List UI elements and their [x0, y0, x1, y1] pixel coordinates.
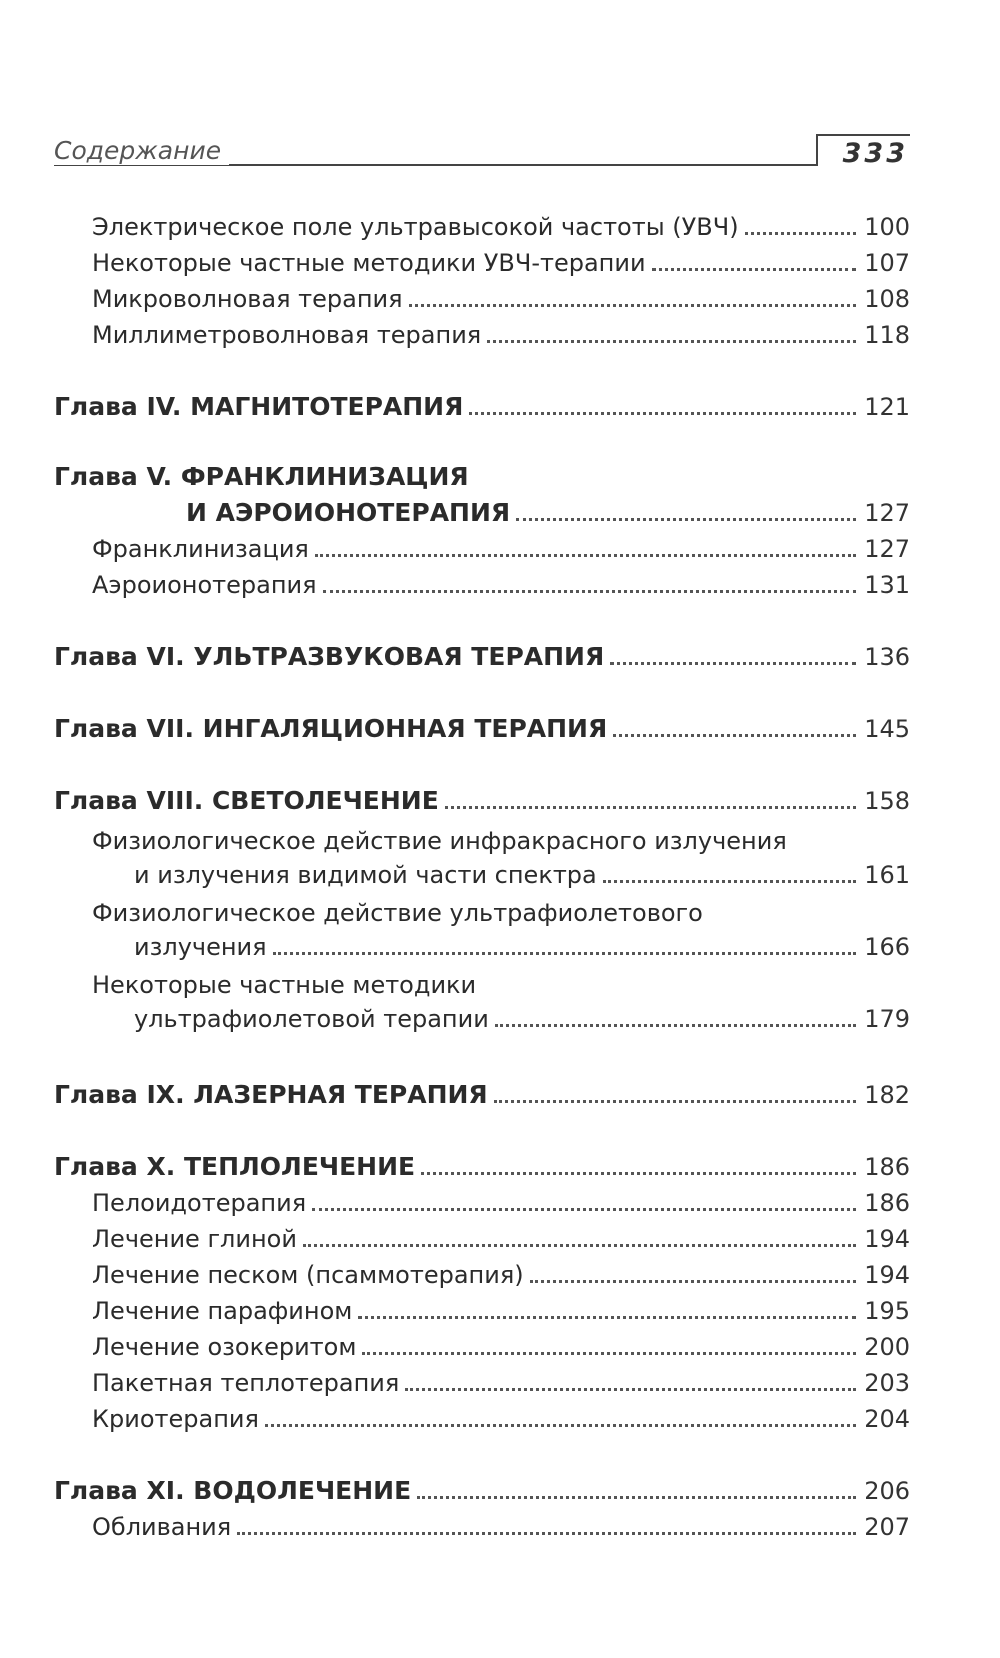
leader-dots	[265, 1424, 856, 1427]
toc-entry[interactable]	[92, 314, 910, 350]
toc-chapter-page: 121	[864, 393, 910, 421]
leader-dots	[362, 1352, 856, 1355]
toc-entry-label: Микроволновая терапия	[92, 285, 403, 313]
toc-chapter-page: 182	[864, 1081, 910, 1109]
leader-dots	[613, 734, 856, 737]
toc-entry[interactable]	[92, 1506, 910, 1542]
leader-dots	[303, 1244, 856, 1247]
toc-entry[interactable]	[92, 1254, 910, 1290]
leader-dots	[494, 1100, 857, 1103]
toc-entry-label: Некоторые частные методики УВЧ-терапии	[92, 249, 646, 277]
toc-entry-label: Лечение парафином	[92, 1297, 353, 1325]
toc-entry[interactable]	[92, 1362, 910, 1398]
toc-chapter-label: Глава IV. МАГНИТОТЕРАПИЯ	[54, 392, 464, 421]
toc-chapter-page: 136	[864, 643, 910, 671]
toc-entry[interactable]	[92, 278, 910, 314]
toc-chapter-label-continued: И АЭРОИОНОТЕРАПИЯ	[186, 498, 511, 527]
toc-entry-page: 179	[864, 1005, 910, 1033]
toc-entry-page: 100	[864, 213, 910, 241]
toc-chapter-page: 186	[864, 1153, 910, 1181]
toc-entry[interactable]	[92, 1182, 910, 1218]
toc-entry-page: 118	[864, 321, 910, 349]
toc-entry-label-continued: и излучения видимой части спектра	[134, 861, 597, 889]
toc-entry[interactable]	[92, 242, 910, 278]
toc-entry[interactable]	[134, 854, 910, 890]
toc-entry-page: 200	[864, 1333, 910, 1361]
toc-chapter-label: Глава VII. ИНГАЛЯЦИОННАЯ ТЕРАПИЯ	[54, 714, 608, 743]
leader-dots	[323, 590, 857, 593]
toc-chapter-label: Глава VIII. СВЕТОЛЕЧЕНИЕ	[54, 786, 439, 815]
toc-entry-label: Лечение песком (псаммотерапия)	[92, 1261, 524, 1289]
toc-entry-page: 195	[864, 1297, 910, 1325]
toc-entry-label: Франклинизация	[92, 535, 309, 563]
toc-chapter[interactable]	[54, 1146, 910, 1182]
leader-dots	[421, 1172, 856, 1175]
toc-chapter[interactable]	[54, 1470, 910, 1506]
toc-entry[interactable]	[92, 564, 910, 600]
toc-chapter-label: Глава IX. ЛАЗЕРНАЯ ТЕРАПИЯ	[54, 1080, 488, 1109]
toc-entry-label: Криотерапия	[92, 1405, 259, 1433]
toc-entry-page: 108	[864, 285, 910, 313]
toc-chapter-page: 145	[864, 715, 910, 743]
toc-entry[interactable]	[134, 998, 910, 1034]
leader-dots	[315, 554, 856, 557]
leader-dots	[417, 1496, 856, 1499]
toc-entry-page: 186	[864, 1189, 910, 1217]
toc-chapter-page: 127	[864, 499, 910, 527]
toc-entry[interactable]	[92, 1398, 910, 1434]
toc-chapter-page: 206	[864, 1477, 910, 1505]
toc-entry-label: Обливания	[92, 1513, 232, 1541]
toc-entry-label-continued: излучения	[134, 933, 267, 961]
toc-chapter[interactable]	[54, 780, 910, 816]
toc-entry-page: 166	[864, 933, 910, 961]
leader-dots	[409, 304, 857, 307]
leader-dots	[495, 1024, 856, 1027]
toc-entry-page: 203	[864, 1369, 910, 1397]
toc-chapter[interactable]	[54, 708, 910, 744]
toc-entry-page: 107	[864, 249, 910, 277]
toc-entry-label-continued: ультрафиолетовой терапии	[134, 1005, 489, 1033]
toc-chapter[interactable]	[186, 492, 910, 528]
toc-entry-label: Лечение озокеритом	[92, 1333, 357, 1361]
toc-entry-page: 127	[864, 535, 910, 563]
running-header	[54, 134, 910, 174]
toc-chapter-label: Глава VI. УЛЬТРАЗВУКОВАЯ ТЕРАПИЯ	[54, 642, 605, 671]
toc-entry-label[interactable]: Некоторые частные методики	[92, 971, 477, 999]
toc-chapter[interactable]	[54, 386, 910, 422]
leader-dots	[273, 952, 857, 955]
leader-dots	[405, 1388, 856, 1391]
toc-entry[interactable]	[92, 1326, 910, 1362]
toc-chapter-label[interactable]: Глава V. ФРАНКЛИНИЗАЦИЯ	[54, 462, 469, 491]
leader-dots	[237, 1532, 856, 1535]
toc-entry-page: 194	[864, 1225, 910, 1253]
leader-dots	[652, 268, 857, 271]
leader-dots	[610, 662, 856, 665]
toc-entry-label[interactable]: Физиологическое действие ультрафиолетового	[92, 899, 703, 927]
header-title: Содержание	[54, 136, 229, 165]
toc-entry-page: 207	[864, 1513, 910, 1541]
toc-entry-label[interactable]: Физиологическое действие инфракрасного излучения	[92, 827, 787, 855]
leader-dots	[445, 806, 856, 809]
toc-entry-label: Пелоидотерапия	[92, 1189, 307, 1217]
leader-dots	[358, 1316, 856, 1319]
page-number: 333	[842, 138, 908, 169]
leader-dots	[487, 340, 856, 343]
toc-entry-page: 161	[864, 861, 910, 889]
toc-entry-page: 194	[864, 1261, 910, 1289]
toc-chapter[interactable]	[54, 1074, 910, 1110]
leader-dots	[516, 518, 856, 521]
toc-chapter-label: Глава X. ТЕПЛОЛЕЧЕНИЕ	[54, 1152, 416, 1181]
toc-entry[interactable]	[92, 1290, 910, 1326]
leader-dots	[469, 412, 856, 415]
toc-entry-label: Аэроионотерапия	[92, 571, 317, 599]
toc-entry[interactable]	[92, 528, 910, 564]
toc-entry[interactable]	[92, 206, 910, 242]
toc-chapter-label: Глава XI. ВОДОЛЕЧЕНИЕ	[54, 1476, 412, 1505]
toc-entry-page: 131	[864, 571, 910, 599]
leader-dots	[603, 880, 856, 883]
toc-entry[interactable]	[134, 926, 910, 962]
toc-chapter[interactable]	[54, 636, 910, 672]
toc-entry-label: Пакетная теплотерапия	[92, 1369, 400, 1397]
toc-entry-label: Электрическое поле ультравысокой частоты (УВЧ)	[92, 213, 739, 241]
leader-dots	[745, 232, 857, 235]
toc-entry-label: Лечение глиной	[92, 1225, 297, 1253]
toc-entry-label: Миллиметроволновая терапия	[92, 321, 482, 349]
toc-entry-page: 204	[864, 1405, 910, 1433]
leader-dots	[312, 1208, 856, 1211]
leader-dots	[530, 1280, 857, 1283]
toc-entry[interactable]	[92, 1218, 910, 1254]
toc-chapter-page: 158	[864, 787, 910, 815]
